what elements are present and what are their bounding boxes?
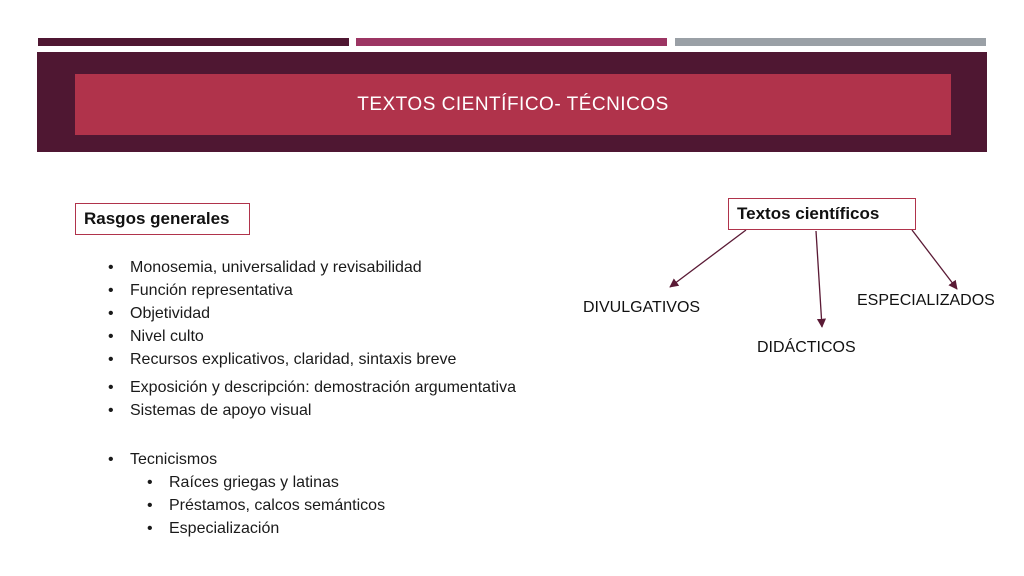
rasgos-heading: Rasgos generales: [75, 203, 250, 235]
textos-cientificos-node: Textos científicos: [728, 198, 916, 230]
didacticos-node: DIDÁCTICOS: [757, 339, 856, 356]
list-item: • Recursos explicativos, claridad, sintaxis breve: [104, 348, 456, 371]
sub-list-item: • Raíces griegas y latinas: [143, 471, 385, 494]
especializados-node: ESPECIALIZADOS: [857, 292, 995, 309]
divulgativos-node: DIVULGATIVOS: [583, 299, 701, 316]
list-item: • Objetividad: [104, 302, 456, 325]
sub-list-item: • Préstamos, calcos semánticos: [143, 494, 385, 517]
arrow-to-didacticos: [816, 231, 822, 327]
list-item: • Sistemas de apoyo visual: [104, 399, 516, 422]
list-item: • Tecnicismos: [104, 448, 217, 471]
sub-list-item: • Especialización: [143, 517, 385, 540]
slide-title: TEXTOS CIENTÍFICO- TÉCNICOS: [357, 93, 669, 115]
list-item: • Función representativa: [104, 279, 456, 302]
arrow-to-especializados: [912, 230, 957, 289]
arrow-to-divulgativos: [670, 230, 746, 287]
list-item: • Monosemia, universalidad y revisabilidad: [104, 256, 456, 279]
list-item: • Exposición y descripción: demostración argumentativa: [104, 376, 516, 399]
list-item: • Nivel culto: [104, 325, 456, 348]
